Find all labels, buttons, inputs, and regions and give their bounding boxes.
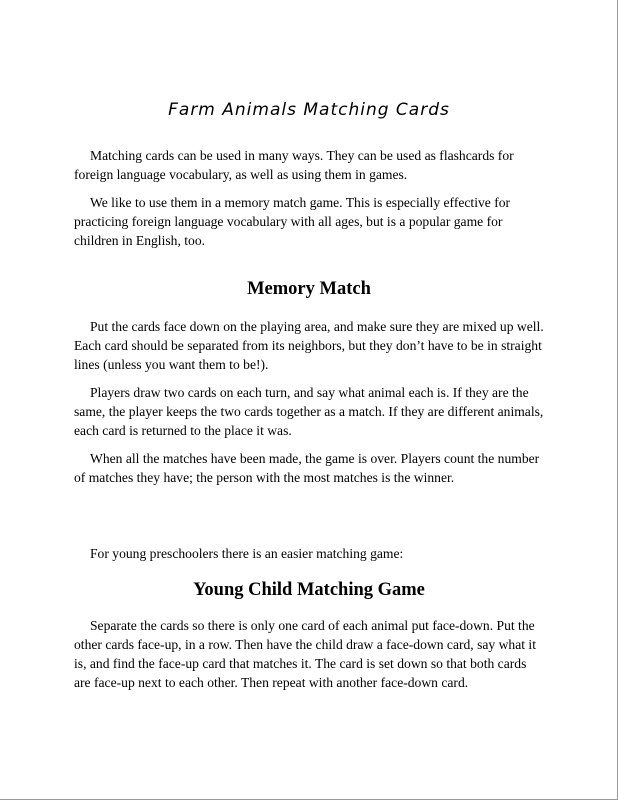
intro-paragraph-2: We like to use them in a memory match game. This is especially effective for practicing foreign language vocabulary with all ages, but is a popular game for children in English, too. [74, 195, 511, 248]
intro-paragraph-1: Matching cards can be used in many ways. They can be used as flashcards for foreign language vocabulary, as well as using them in games. [74, 148, 514, 182]
memory-match-heading: Memory Match [247, 279, 371, 299]
memory-match-paragraph-3: When all the matches have been made, the game is over. Players count the number of matches they have; the person with the most matches is the winner. [74, 451, 540, 485]
page-title: Farm Animals Matching Cards [168, 100, 450, 120]
memory-match-paragraph-2: Players draw two cards on each turn, and say what animal each is. If they are the same, the player keeps the two cards together as a match. If they are different animals, each card is returned to the place it was. [74, 385, 544, 438]
young-child-paragraph-1: Separate the cards so there is only one card of each animal put face-down. Put the other cards face-up, in a row. Then have the child draw a face-down card, say what it is, and find the face-up card that matches it. The card is set down so that both cards are face-up next to each other. Then repeat with another face-down card. [74, 618, 536, 690]
memory-match-paragraph-1: Put the cards face down on the playing area, and make sure they are mixed up well. Each card should be separated from its neighbors, but they don’t have to be in straight lines (unless you want them to be!). [74, 319, 544, 372]
young-child-heading: Young Child Matching Game [193, 580, 425, 600]
preschool-note: For young preschoolers there is an easier matching game: [90, 546, 404, 561]
